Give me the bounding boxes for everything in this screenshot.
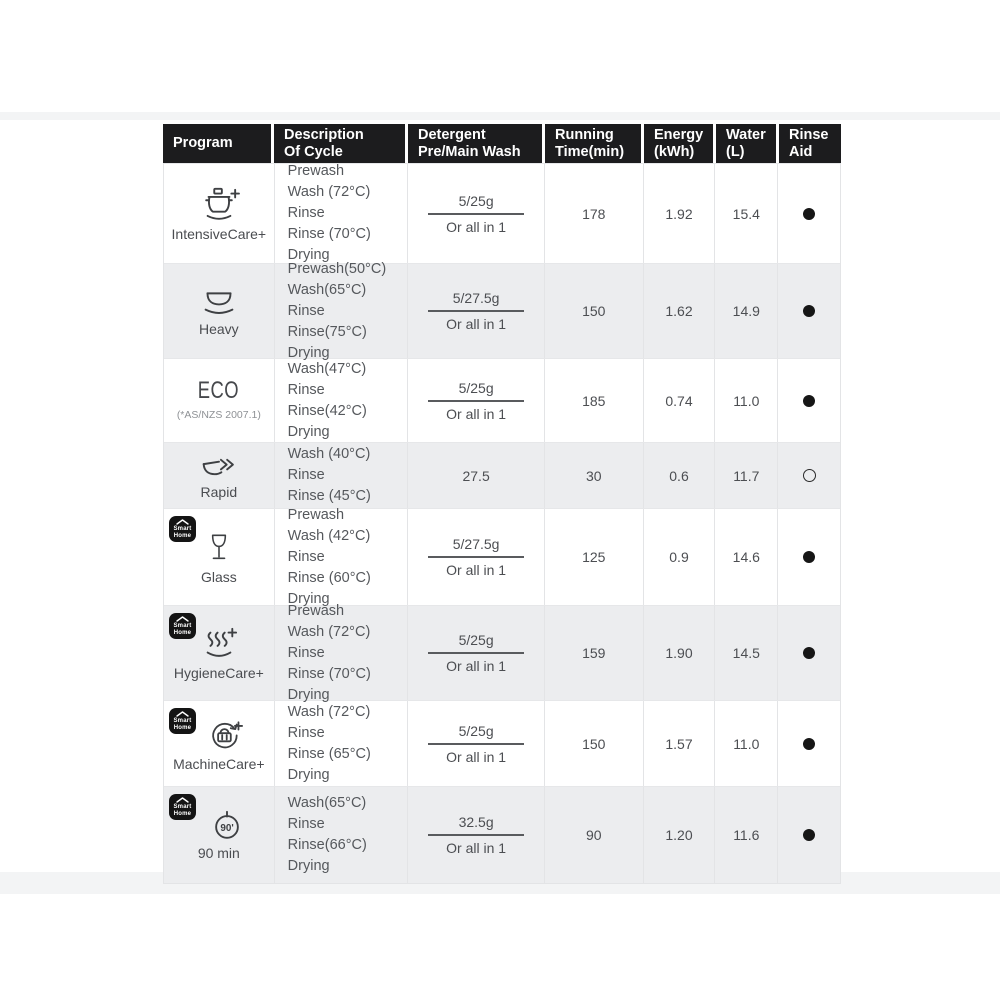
program-cell-glass: [164, 509, 275, 605]
house-roof-icon: [176, 616, 189, 622]
water-cell: 14.5: [715, 606, 778, 700]
detergent-amount: 5/25g: [428, 380, 524, 402]
detergent-cell: [408, 701, 545, 786]
eco-standard-note: (*AS/NZS 2007.1): [176, 409, 261, 421]
table-header-row: [163, 124, 841, 163]
energy-cell: 0.6: [644, 443, 716, 508]
smart-home-badge: [169, 613, 196, 639]
pot-sparkle-icon: [196, 186, 242, 224]
smart-home-badge: [169, 794, 196, 820]
cycle-step: Wash(47°C): [287, 360, 367, 377]
detergent-cell: [408, 164, 545, 263]
detergent-amount: 32.5g: [428, 814, 524, 836]
smart-home-badge-line1: Smart: [173, 718, 192, 724]
program-label: Heavy: [198, 321, 239, 337]
cycle-step: Rinse: [287, 205, 325, 221]
cycle-step: Rinse(66°C): [287, 837, 367, 853]
detergent-cell: [408, 606, 545, 700]
program-label: IntensiveCare+: [171, 225, 267, 242]
detergent-cell: [408, 787, 545, 883]
cycle-step: Prewash: [287, 602, 345, 619]
detergent-fraction: [428, 536, 524, 578]
header-water-line1: Water: [726, 126, 766, 143]
smart-home-badge-line2: Home: [173, 810, 192, 817]
house-roof-icon: [176, 519, 189, 525]
water-cell: 14.9: [715, 264, 778, 358]
energy-cell: 1.90: [644, 606, 716, 700]
water-cell: 11.0: [715, 359, 778, 442]
water-cell: 11.0: [715, 701, 778, 786]
program-label: HygieneCare+: [173, 665, 264, 681]
cycle-description-cell: [275, 787, 409, 883]
energy-cell: 1.62: [644, 264, 716, 358]
rinse-aid-cell: [778, 264, 840, 358]
cycle-step: Rinse: [287, 548, 325, 565]
house-roof-icon: [176, 797, 189, 803]
header-description-line2: Of Cycle: [284, 143, 343, 160]
header-detergent-line2: Pre/Main Wash: [418, 143, 521, 160]
rinse-aid-cell: [778, 164, 840, 263]
energy-cell: 0.9: [644, 509, 716, 605]
timer-90-icon: [210, 809, 244, 843]
basket-refresh-icon: [202, 716, 246, 754]
water-cell: 14.6: [715, 509, 778, 605]
program-label: 90 min: [197, 845, 240, 861]
energy-cell: 1.20: [644, 787, 716, 883]
program-label: Rapid: [200, 483, 238, 500]
cycle-step: Wash (72°C): [287, 623, 371, 640]
running-time-cell: 90: [545, 787, 644, 883]
rinse-aid-filled-dot: [803, 208, 815, 220]
running-time-cell: 159: [545, 606, 644, 700]
running-time-cell: 150: [545, 701, 644, 786]
rinse-aid-filled-dot: [803, 647, 815, 659]
detergent-fraction: [428, 290, 524, 332]
cycle-step: Wash (72°C): [287, 184, 371, 200]
detergent-fraction: [428, 632, 524, 674]
header-energy: [644, 124, 716, 163]
cycle-step: Drying: [287, 423, 330, 440]
running-time-cell: 30: [545, 443, 644, 508]
program-cell-heavy: [164, 264, 275, 358]
header-description-line1: Description: [284, 126, 364, 143]
cycle-step: Prewash(50°C): [287, 260, 387, 277]
header-running-line2: Time(min): [555, 143, 625, 160]
cycle-description-cell: [275, 443, 409, 508]
cycle-step: Rinse (60°C): [287, 569, 371, 586]
cycle-step: Rinse: [287, 381, 325, 398]
program-cell-eco: [164, 359, 275, 442]
detergent-alt: Or all in 1: [446, 316, 507, 332]
water-cell: 11.6: [715, 787, 778, 883]
cycle-step: Wash(65°C): [287, 795, 367, 811]
running-time-cell: 125: [545, 509, 644, 605]
program-cell-rapid: [164, 443, 275, 508]
table-row-90min: [164, 786, 840, 883]
energy-cell: 1.92: [644, 164, 716, 263]
table-row-rapid: [164, 442, 840, 508]
detergent-amount: 5/25g: [428, 193, 524, 215]
header-rinse-line1: Rinse: [789, 126, 829, 143]
header-running-time: [545, 124, 644, 163]
smart-home-badge-line1: Smart: [173, 623, 192, 629]
program-label: ECO: [198, 377, 240, 405]
rinse-aid-filled-dot: [803, 551, 815, 563]
program-cell-intensivecare: [164, 164, 275, 263]
detergent-fraction: [428, 193, 524, 235]
program-label: MachineCare+: [173, 755, 265, 772]
cycle-step: Drying: [287, 344, 330, 361]
smart-home-badge-line2: Home: [173, 532, 192, 539]
detergent-cell: [408, 443, 545, 508]
program-cell-90min: [164, 787, 275, 883]
cycle-step: Wash (42°C): [287, 527, 371, 544]
table-row-eco: [164, 358, 840, 442]
detergent-amount: 5/27.5g: [428, 536, 524, 558]
cycle-step: Rinse: [287, 816, 325, 832]
header-running-line1: Running: [555, 126, 614, 143]
cycle-description-cell: [275, 701, 409, 786]
table-row-heavy: [164, 260, 840, 361]
detergent-alt: Or all in 1: [446, 218, 507, 235]
cycle-step: Rinse: [287, 302, 325, 319]
table-row-glass: [164, 508, 840, 605]
running-time-cell: 185: [545, 359, 644, 442]
detergent-amount: 5/25g: [428, 632, 524, 654]
header-rinse-line2: Aid: [789, 143, 813, 160]
table-row-hygienecare: [164, 602, 840, 703]
header-water-line2: (L): [726, 143, 745, 160]
water-cell: 15.4: [715, 164, 778, 263]
cycle-step: Wash(65°C): [287, 281, 367, 298]
header-detergent: [408, 124, 545, 163]
bowl-icon: [196, 285, 242, 319]
bowl-fast-forward-icon: [196, 452, 242, 482]
rinse-aid-filled-dot: [803, 829, 815, 841]
header-detergent-line1: Detergent: [418, 126, 486, 143]
timer-90-label: 90': [220, 823, 234, 835]
cycle-step: Prewash: [287, 163, 345, 179]
detergent-fraction: [462, 468, 489, 484]
cycle-description-cell: [275, 164, 409, 263]
running-time-cell: 178: [545, 164, 644, 263]
cycle-step: Rinse (70°C): [287, 226, 371, 242]
cycle-step: Rinse(75°C): [287, 323, 367, 340]
cycle-step: Drying: [287, 858, 330, 874]
rinse-aid-filled-dot: [803, 738, 815, 750]
detergent-alt: Or all in 1: [446, 562, 507, 578]
detergent-fraction: [428, 723, 524, 765]
header-energy-line2: (kWh): [654, 143, 695, 160]
water-cell: 11.7: [715, 443, 778, 508]
rinse-aid-filled-dot: [803, 395, 815, 407]
smart-home-badge-line2: Home: [173, 724, 192, 731]
smart-home-badge-line1: Smart: [173, 804, 192, 810]
detergent-amount: 27.5: [462, 467, 490, 484]
program-label: Glass: [200, 569, 237, 585]
cycle-step: Rinse: [287, 724, 325, 741]
cycle-step: Rinse: [287, 644, 325, 661]
running-time-cell: 150: [545, 264, 644, 358]
cycle-step: Rinse (45°C): [287, 488, 371, 504]
detergent-alt: Or all in 1: [446, 840, 507, 856]
detergent-cell: [408, 264, 545, 358]
detergent-alt: Or all in 1: [446, 405, 507, 422]
table-body: [163, 163, 841, 884]
top-faint-band: [0, 112, 1000, 120]
rinse-aid-cell: [778, 509, 840, 605]
cycle-step: Rinse (70°C): [287, 665, 371, 682]
cycle-description-cell: [275, 260, 409, 361]
cycle-step: Drying: [287, 686, 330, 703]
detergent-fraction: [428, 814, 524, 856]
wine-glass-icon: [200, 529, 238, 567]
cycle-description-cell: [275, 602, 409, 703]
table-row-machinecare: [164, 700, 840, 786]
detergent-alt: Or all in 1: [446, 658, 507, 674]
smart-home-badge-line2: Home: [173, 629, 192, 636]
program-cell-machinecare: [164, 701, 275, 786]
cycle-step: Rinse: [287, 467, 325, 483]
rinse-aid-cell: [778, 359, 840, 442]
dishwasher-program-table: [163, 124, 841, 884]
cycle-description-cell: [275, 506, 409, 607]
rinse-aid-cell: [778, 787, 840, 883]
detergent-amount: 5/25g: [428, 723, 524, 745]
smart-home-badge: [169, 516, 196, 542]
cycle-step: Wash (72°C): [287, 703, 371, 720]
cycle-step: Drying: [287, 247, 330, 263]
energy-cell: 1.57: [644, 701, 716, 786]
detergent-fraction: [428, 380, 524, 422]
header-energy-line1: Energy: [654, 126, 704, 143]
cycle-description-cell: [275, 359, 409, 442]
detergent-cell: [408, 359, 545, 442]
detergent-cell: [408, 509, 545, 605]
table-row-intensivecare: [164, 163, 840, 263]
rinse-aid-cell: [778, 606, 840, 700]
steam-sparkle-icon: [196, 625, 242, 663]
header-program-line1: Program: [173, 135, 233, 151]
energy-cell: 0.74: [644, 359, 716, 442]
header-water: [716, 124, 779, 163]
rinse-aid-hollow-dot: [803, 469, 816, 482]
cycle-step: Prewash: [287, 506, 345, 523]
rinse-aid-cell: [778, 443, 840, 508]
rinse-aid-filled-dot: [803, 305, 815, 317]
program-cell-hygienecare: [164, 606, 275, 700]
cycle-step: Rinse(42°C): [287, 402, 367, 419]
smart-home-badge: [169, 708, 196, 734]
cycle-step: Drying: [287, 590, 330, 607]
header-description: [274, 124, 408, 163]
house-roof-icon: [176, 711, 189, 717]
rinse-aid-cell: [778, 701, 840, 786]
cycle-step: Drying: [287, 766, 330, 783]
header-rinse-aid: [779, 124, 841, 163]
detergent-alt: Or all in 1: [446, 748, 507, 765]
cycle-step: Rinse (65°C): [287, 745, 371, 762]
detergent-amount: 5/27.5g: [428, 290, 524, 312]
smart-home-badge-line1: Smart: [173, 526, 192, 532]
cycle-step: Wash (40°C): [287, 446, 371, 462]
header-program: [163, 124, 274, 163]
